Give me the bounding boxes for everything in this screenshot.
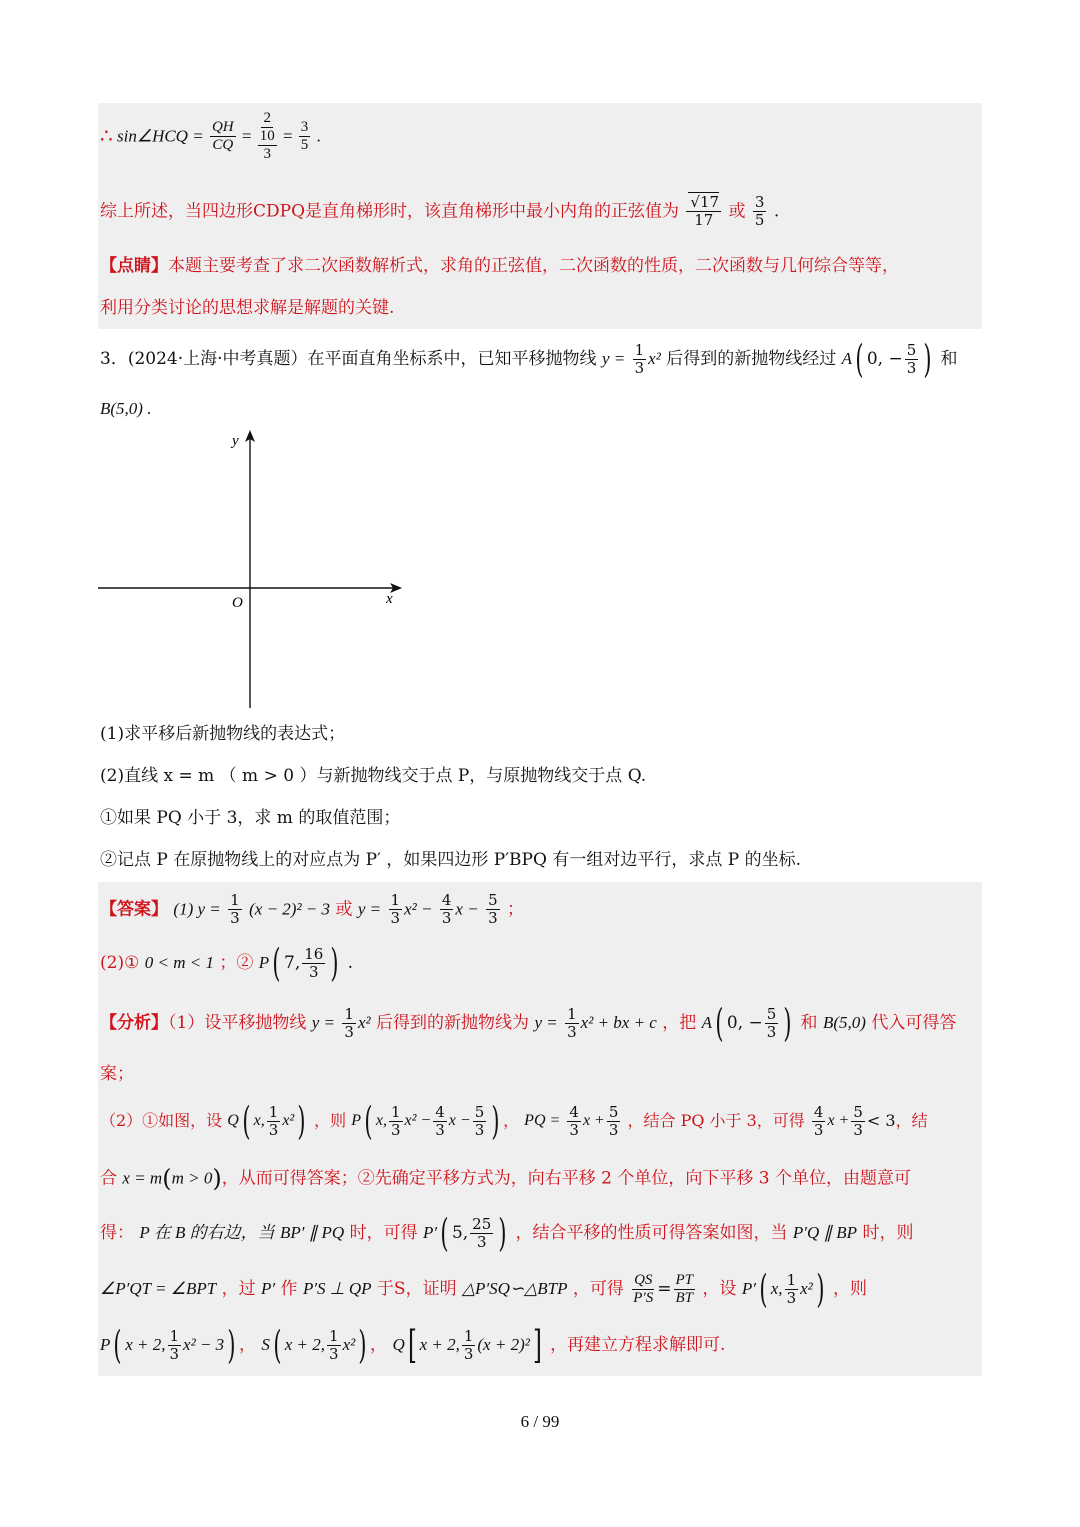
sub-question-2-i-text: ①如果 PQ 小于 3，求 m 的取值范围； — [100, 808, 401, 828]
sin-lhs: sin∠HCQ = — [116, 126, 204, 146]
analysis-text: 时，可得 — [349, 1223, 418, 1243]
summary-line — [100, 194, 779, 229]
point-q: Q — [392, 1335, 405, 1354]
parallel-condition: P′Q ∥ BP — [792, 1223, 858, 1242]
point-p-prime: P′ — [741, 1279, 756, 1298]
analysis-text: ，结 — [895, 1111, 928, 1130]
x-plus: x + — [827, 1112, 850, 1129]
analysis-line-2: （2）①如图，设 Q( x, $\frac{1}{3}$ x²) ，则 P( x, $\frac{1}{3}$ x² − $\frac{4}{3}$ x − $\frac{5}{3}$ ) ， PQ = $\frac{4}{3}$ x + $\frac{5}{3}$ ，结合 PQ 小于 3，可得 $\frac{4}{3}$ x + $\frac{5}{3}$ < 3，结 — [100, 1099, 928, 1143]
period: . — [347, 953, 353, 973]
point-p-coord: 7, — [284, 953, 301, 973]
less-than-3: < 3 — [866, 1111, 896, 1130]
coord-x: x, — [253, 1112, 265, 1129]
dianjing-line-1 — [100, 254, 899, 278]
fraction-qh-cq: $\frac{QH}{CQ}$ — [211, 119, 234, 153]
point-p: P — [351, 1112, 362, 1129]
point-p-prime: P′ — [423, 1223, 438, 1242]
coord-y: x² — [342, 1335, 356, 1354]
analysis-text: ，则 — [314, 1111, 347, 1130]
dianjing-text-cont: 利用分类讨论的思想求解是解题的关键. — [100, 298, 395, 318]
analysis-text: ，结合平移的性质可得答案如图，当 — [515, 1223, 788, 1243]
comma: ， — [503, 1111, 520, 1130]
answer-line-2: (2)① 0 < m < 1 ；② P( 7, $\frac{16}{3}$ ) . — [100, 941, 353, 985]
period: . — [773, 201, 780, 222]
y-axis-label: y — [232, 433, 239, 449]
x-minus: x − — [448, 1112, 471, 1129]
therefore-symbol: ∴ — [100, 125, 113, 148]
fraction-1-3: $\frac{1}{3}$ — [230, 891, 240, 927]
fraction-5-3: $\frac{5}{3}$ — [474, 1102, 485, 1139]
comma: ， — [370, 1335, 388, 1355]
summary-text: 综上所述，当四边形CDPQ是直角梯形时，该直角梯形中最小内角的正弦值为 — [100, 201, 680, 222]
fraction-pt-bt: $\frac{PT}{BT}$ — [675, 1271, 694, 1306]
comma: ， — [239, 1335, 256, 1355]
analysis-text: （2）①如图，设 — [100, 1111, 223, 1130]
x-squared: x² — [282, 1112, 295, 1129]
sub-question-1-text: (1)求平移后新抛物线的表达式； — [100, 724, 346, 744]
fraction-sqrt17-17: $\frac{√17}{17}$ — [686, 194, 721, 229]
x-minus: x − — [455, 899, 479, 919]
y-equals: y = — [534, 1013, 558, 1032]
analysis-text: ，设 — [702, 1279, 737, 1299]
analysis-line-6: P( x + 2, $\frac{1}{3}$ x² − 3) ， S( x + 2, $\frac{1}{3}$ x²) ， Q[ x + 2, $\frac{1}{3}$ (x + 2)²] ，再建立方程求解即可. — [100, 1323, 726, 1367]
sub-question-1 — [100, 722, 345, 746]
and-word: 和 — [940, 349, 958, 369]
analysis-text: 作 — [280, 1279, 298, 1299]
point-a-coord: 0, − — [726, 1013, 763, 1033]
fraction-5-3: $\frac{5}{3}$ — [853, 1102, 863, 1139]
analysis-text: ，过 — [221, 1279, 256, 1299]
answer-1-eq: (1) y = — [173, 899, 221, 919]
fraction-1-3: $\frac{1}{3}$ — [344, 1004, 354, 1041]
equals-sign: = — [657, 1279, 672, 1299]
fraction-1-3: $\frac{1}{3}$ — [463, 1326, 474, 1363]
coord: 5, — [451, 1223, 469, 1243]
fraction-1-3: $\frac{1}{3}$ — [390, 891, 401, 927]
coord-y: x² − 3 — [183, 1335, 225, 1354]
x-equals-m: x = m — [122, 1168, 163, 1188]
dianjing-line-2 — [100, 296, 394, 320]
sub-question-2-text: (2)直线 x = m （ m > 0 ）与新抛物线交于点 P，与原抛物线交于点 Q. — [100, 766, 647, 786]
sub-question-2-i — [100, 806, 400, 830]
answer-2-label: (2)① — [100, 953, 140, 973]
fraction-4-3: $\frac{4}{3}$ — [441, 891, 452, 927]
analysis-text: （1）设平移抛物线 — [168, 1013, 307, 1033]
parallel-condition: BP′ ∥ PQ — [280, 1223, 345, 1242]
x-squared: x² — [800, 1279, 813, 1298]
point-a: A — [701, 1013, 713, 1032]
coord-x: x, — [375, 1112, 387, 1129]
y-equals: y = — [311, 1013, 336, 1032]
sin-equation-line — [100, 110, 321, 163]
fraction-3-5: $\frac{3}{5}$ — [754, 193, 765, 229]
x-axis-label: x — [386, 591, 393, 607]
quadratic-expr: x² + bx + c — [580, 1013, 657, 1032]
analysis-tag: 【分析】 — [100, 1013, 168, 1033]
question-line-2 — [100, 397, 151, 421]
question-line-1: 3．(2024·上海·中考真题）在平面直角坐标系中，已知平移抛物线 y = $\frac{1}{3}$ x² 后得到的新抛物线经过 A( 0, − $\frac{5}{3}$ ) 和 — [100, 337, 958, 381]
or-word: 或 — [728, 201, 746, 222]
analysis-text: 合 — [100, 1168, 117, 1189]
analysis-text: ，可得 — [572, 1279, 624, 1299]
page-number: 6 / 99 — [520, 1412, 560, 1431]
pq-equals: PQ = — [524, 1112, 561, 1129]
x-squared-minus: x² − — [404, 899, 433, 919]
fraction-1-3: $\frac{1}{3}$ — [567, 1004, 577, 1041]
coord-y: (x + 2)² — [477, 1335, 530, 1354]
fraction-4-3: $\frac{4}{3}$ — [435, 1102, 445, 1139]
equals-sign: = — [282, 126, 293, 146]
period: . — [316, 126, 321, 146]
answer-line-1 — [100, 892, 524, 927]
analysis-text: 时，则 — [862, 1223, 914, 1243]
fraction-qs-ps: $\frac{QS}{P'S}$ — [633, 1271, 654, 1306]
fraction-2-over-10-3: 2 10 3 — [259, 110, 275, 162]
fraction-1-3: $\frac{1}{3}$ — [268, 1102, 279, 1139]
fraction-1-3: $\frac{1}{3}$ — [390, 1102, 401, 1139]
x-plus: x + — [582, 1112, 605, 1129]
sub-question-2 — [100, 764, 646, 788]
dianjing-text: 本题主要考查了求二次函数解析式，求角的正弦值，二次函数的性质，二次函数与几何综合等等， — [168, 256, 899, 276]
question-text: 后得到的新抛物线经过 — [666, 349, 837, 369]
point-a: A — [841, 349, 853, 368]
fraction-16-3: $\frac{16}{3}$ — [304, 944, 324, 981]
coord-x: x, — [770, 1279, 783, 1298]
origin-label: O — [232, 595, 243, 611]
analysis-line-1: 【分析】（1）设平移抛物线 y = $\frac{1}{3}$ x² 后得到的新抛物线为 y = $\frac{1}{3}$ x² + bx + c ，把 A( 0, − $\frac{5}{3}$ ) 和 B(5,0) 代入可得答 — [100, 1001, 957, 1045]
fraction-1-3: $\frac{1}{3}$ — [786, 1270, 797, 1307]
point-a-coord: 0, − — [866, 349, 903, 369]
answer-1-eq-2: y = — [357, 899, 382, 919]
analysis-text: P 在 B 的右边，当 — [139, 1223, 275, 1242]
x-squared-minus: x² − — [404, 1112, 432, 1129]
x-squared: x² — [648, 349, 661, 368]
answer-tag: 【答案】 — [100, 899, 168, 920]
analysis-text: 案； — [100, 1064, 134, 1084]
fraction-3-5: $\frac{3}{5}$ — [300, 119, 309, 153]
analysis-text: ，则 — [833, 1279, 867, 1299]
coord-x: x + 2, — [284, 1335, 326, 1354]
point-p: P — [258, 953, 270, 972]
analysis-text: 得： — [100, 1223, 134, 1243]
point-b: B(5,0) — [822, 1013, 866, 1032]
point-p: P — [100, 1335, 111, 1354]
question-intro: 3．(2024·上海·中考真题）在平面直角坐标系中，已知平移抛物线 — [100, 349, 597, 369]
fraction-1-3: $\frac{1}{3}$ — [634, 340, 645, 377]
fraction-5-3: $\frac{5}{3}$ — [906, 340, 917, 377]
perpendicular: P′S ⊥ QP — [302, 1279, 372, 1298]
analysis-text: 代入可得答 — [871, 1013, 957, 1033]
fraction-1-3: $\frac{1}{3}$ — [169, 1326, 180, 1363]
analysis-line-5: ∠P′QT = ∠BPT ，过 P′ 作 P′S ⊥ QP 于S，证明 △P′SQ∽△BTP ，可得 $\frac{QS}{P'S}$ = $\frac{PT}{BT}$ ，设 P′( x, $\frac{1}{3}$ x²) ，则 — [100, 1267, 867, 1311]
dianjing-tag: 【点睛】 — [100, 256, 168, 276]
answer-1-expr: (x − 2)² − 3 — [249, 899, 331, 919]
equals-sign: = — [241, 126, 252, 146]
point-s: S — [261, 1335, 270, 1354]
and-word: 和 — [800, 1013, 818, 1033]
angle-equality: ∠P′QT = ∠BPT — [100, 1279, 217, 1298]
or-word: 或 — [335, 899, 353, 920]
analysis-text: ，从而可得答案；②先确定平移方式为，向右平移 2 个单位，向下平移 3 个单位，由题意可 — [221, 1168, 911, 1189]
point-q: Q — [227, 1112, 239, 1129]
answer-2-range: 0 < m < 1 — [144, 953, 214, 972]
coordinate-axes — [90, 425, 410, 715]
coord-x: x + 2, — [419, 1335, 460, 1354]
fraction-5-3: $\frac{5}{3}$ — [488, 891, 498, 927]
similar-triangles: △P′SQ∽△BTP — [461, 1279, 568, 1298]
y-equals: y = — [601, 349, 626, 368]
analysis-text: 于S，证明 — [376, 1279, 457, 1299]
point-b: B(5,0) . — [100, 399, 152, 418]
coord-x: x + 2, — [125, 1335, 166, 1354]
semicolon: ； — [507, 899, 525, 920]
answer-2-sep: ；② — [219, 953, 254, 973]
fraction-5-3: $\frac{5}{3}$ — [608, 1102, 619, 1139]
fraction-4-3: $\frac{4}{3}$ — [569, 1102, 579, 1139]
sub-question-2-ii — [100, 848, 801, 872]
fraction-25-3: $\frac{25}{3}$ — [472, 1214, 492, 1251]
analysis-text: ，结合 PQ 小于 3，可得 — [627, 1111, 805, 1130]
analysis-text: ，再建立方程求解即可. — [550, 1335, 726, 1355]
fraction-4-3: $\frac{4}{3}$ — [813, 1102, 824, 1139]
analysis-line-4: 得： P 在 B 的右边，当 BP′ ∥ PQ 时，可得 P′( 5, $\frac{25}{3}$ ) ，结合平移的性质可得答案如图，当 P′Q ∥ BP 时，则 — [100, 1211, 914, 1255]
m-positive: m > 0 — [171, 1168, 213, 1188]
analysis-line-3: 合 x = m(m > 0)，从而可得答案；②先确定平移方式为，向右平移 2 个单位，向下平移 3 个单位，由题意可 — [100, 1164, 911, 1193]
fraction-5-3: $\frac{5}{3}$ — [766, 1004, 777, 1041]
point-p-prime: P′ — [261, 1279, 276, 1298]
analysis-line-1-cont — [100, 1062, 134, 1086]
x-squared: x² — [357, 1013, 371, 1032]
analysis-text: ，把 — [662, 1013, 697, 1033]
analysis-text: 后得到的新抛物线为 — [376, 1013, 530, 1033]
fraction-1-3: $\frac{1}{3}$ — [329, 1326, 339, 1363]
sub-question-2-ii-text: ②记点 P 在原抛物线上的对应点为 P′ ，如果四边形 P′BPQ 有一组对边平行，求点 P 的坐标. — [100, 850, 801, 870]
